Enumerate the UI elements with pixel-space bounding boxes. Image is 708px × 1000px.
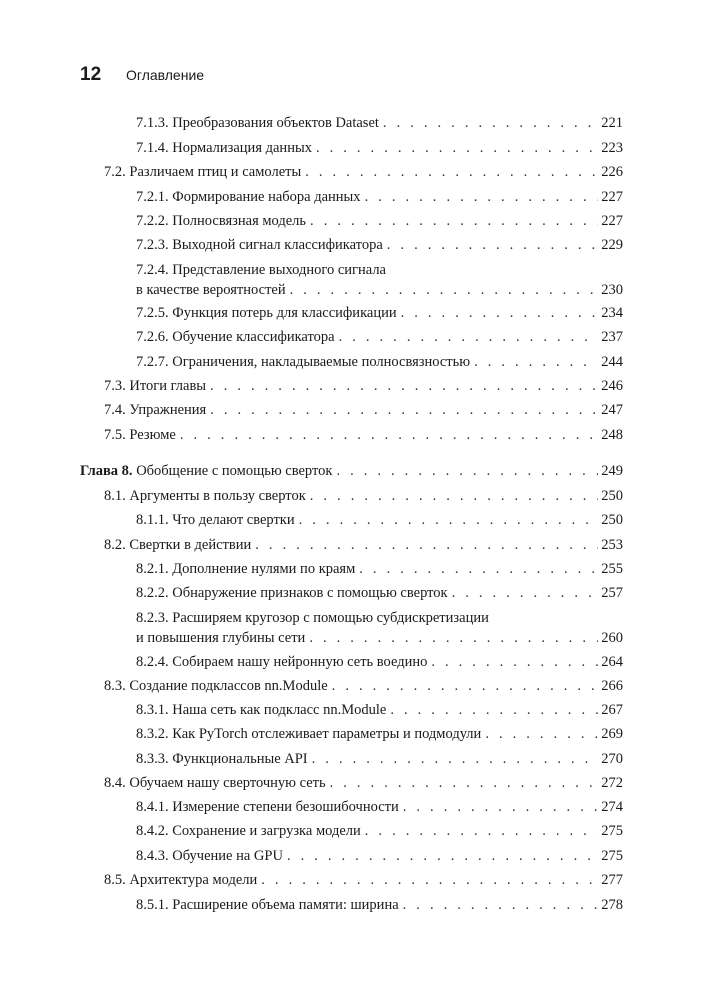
toc-page-number: 264: [601, 654, 623, 670]
dot-leader: [332, 677, 599, 695]
toc-page-number: 229: [601, 237, 623, 253]
dot-leader: [401, 304, 599, 322]
toc-entry[interactable]: [136, 212, 623, 230]
toc-entry[interactable]: [104, 677, 623, 695]
toc-entry-title: 8.2.1. Дополнение нулями по краям: [136, 561, 356, 577]
toc-entry[interactable]: [136, 584, 623, 602]
toc-entry-title: 7.3. Итоги главы: [104, 378, 207, 394]
toc-page-number: 227: [601, 213, 623, 229]
toc-page-number: 274: [601, 799, 623, 815]
toc-entry-title: 8.3.2. Как PyTorch отслеживает параметры и подмодули: [136, 726, 482, 742]
toc-page-number: 278: [601, 897, 623, 913]
dot-leader: [305, 163, 598, 181]
toc-entry[interactable]: [136, 653, 623, 671]
dot-leader: [365, 822, 598, 840]
dot-leader: [330, 774, 599, 792]
toc-entry-title: в качестве вероятностей: [136, 282, 286, 298]
dot-leader: [287, 847, 598, 865]
dot-leader: [299, 511, 599, 529]
toc-entry[interactable]: [136, 725, 623, 743]
toc-page-number: 230: [601, 282, 623, 298]
dot-leader: [431, 653, 598, 671]
toc-entry[interactable]: [104, 377, 623, 395]
toc-entry[interactable]: [136, 701, 623, 719]
toc-entry[interactable]: [104, 871, 623, 889]
toc-entry[interactable]: [136, 281, 623, 299]
toc-entry-title: [80, 462, 332, 480]
dot-leader: [403, 798, 599, 816]
toc-page-number: 270: [601, 751, 623, 767]
toc-chapter-entry[interactable]: [80, 462, 623, 480]
toc-entry[interactable]: [136, 511, 623, 529]
toc-entry-title: 7.2.6. Обучение классификатора: [136, 329, 335, 345]
toc-page-number: 246: [601, 378, 623, 394]
running-title: Оглавление: [126, 67, 205, 83]
toc-page-number: 226: [601, 164, 623, 180]
dot-leader: [310, 487, 599, 505]
toc-page-number: 250: [601, 488, 623, 504]
toc-entry-title: 7.1.4. Нормализация данных: [136, 140, 312, 156]
toc-entry-title-line1: 8.2.3. Расширяем кругозор с помощью субдискретизации: [136, 610, 489, 626]
toc-entry[interactable]: [136, 328, 623, 346]
toc-entry[interactable]: [136, 304, 623, 322]
toc-page-number: 257: [601, 585, 623, 601]
toc-page-number: 244: [601, 354, 623, 370]
toc-page-number: 255: [601, 561, 623, 577]
toc-page-number: 227: [601, 189, 623, 205]
toc-entry-title: 8.4. Обучаем нашу сверточную сеть: [104, 775, 326, 791]
toc-entry-title: 8.3.3. Функциональные API: [136, 751, 308, 767]
toc-entry-title: 7.2.3. Выходной сигнал классификатора: [136, 237, 383, 253]
toc-entry[interactable]: [136, 139, 623, 157]
toc-page-number: 267: [601, 702, 623, 718]
toc-entry-title: 8.1.1. Что делают свертки: [136, 512, 295, 528]
toc-entry-title: 8.4.3. Обучение на GPU: [136, 848, 283, 864]
dot-leader: [312, 750, 599, 768]
toc-entry-title: 8.3.1. Наша сеть как подкласс nn.Module: [136, 702, 387, 718]
toc-page-number: 248: [601, 427, 623, 443]
toc-entry-title: 8.4.1. Измерение степени безошибочности: [136, 799, 399, 815]
dot-leader: [387, 236, 598, 254]
toc-page-number: 275: [601, 848, 623, 864]
dot-leader: [485, 725, 598, 743]
dot-leader: [474, 353, 598, 371]
dot-leader: [290, 281, 599, 299]
toc-entry-title: 7.2.1. Формирование набора данных: [136, 189, 361, 205]
toc-page-number: 221: [601, 115, 623, 131]
dot-leader: [316, 139, 598, 157]
toc-page-number: 275: [601, 823, 623, 839]
toc-page-number: 272: [601, 775, 623, 791]
toc-entry[interactable]: [104, 163, 623, 181]
toc-entry-title: 7.1.3. Преобразования объектов Dataset: [136, 115, 379, 131]
toc-entry-title: 7.4. Упражнения: [104, 402, 207, 418]
toc-entry-title: 8.5. Архитектура модели: [104, 872, 258, 888]
toc-entry[interactable]: [136, 847, 623, 865]
chapter-title: Обобщение с помощью сверток: [136, 463, 333, 479]
dot-leader: [383, 114, 598, 132]
dot-leader: [210, 401, 598, 419]
toc-entry[interactable]: [136, 236, 623, 254]
toc-page-number: 266: [601, 678, 623, 694]
toc-entry-title: 7.2.5. Функция потерь для классификации: [136, 305, 397, 321]
dot-leader: [180, 426, 598, 444]
dot-leader: [403, 896, 599, 914]
toc-entry-title: 8.2.2. Обнаружение признаков с помощью сверток: [136, 585, 448, 601]
dot-leader: [359, 560, 598, 578]
toc-entry-title: 8.3. Создание подклассов nn.Module: [104, 678, 328, 694]
toc-page-number: 250: [601, 512, 623, 528]
page-number: 12: [80, 64, 102, 85]
toc-entry-title: 8.1. Аргументы в пользу сверток: [104, 488, 306, 504]
toc-page-number: 249: [601, 463, 623, 479]
toc-entry-title: и повышения глубины сети: [136, 630, 306, 646]
toc-entry[interactable]: [136, 114, 623, 132]
dot-leader: [309, 629, 598, 647]
toc-page-number: 223: [601, 140, 623, 156]
toc-entry[interactable]: [104, 401, 623, 419]
dot-leader: [261, 871, 598, 889]
toc-page-number: 234: [601, 305, 623, 321]
dot-leader: [310, 212, 598, 230]
toc-entry-title: 8.4.2. Сохранение и загрузка модели: [136, 823, 361, 839]
dot-leader: [210, 377, 598, 395]
page-header: [80, 64, 204, 86]
toc-entry-title: 7.2.2. Полносвязная модель: [136, 213, 307, 229]
toc-entry[interactable]: [136, 896, 623, 914]
toc-entry[interactable]: [136, 188, 623, 206]
dot-leader: [365, 188, 599, 206]
toc-entry[interactable]: [104, 536, 623, 554]
toc-page-number: 237: [601, 329, 623, 345]
toc-entry-title: 8.2.4. Собираем нашу нейронную сеть воедино: [136, 654, 428, 670]
toc-page-number: 277: [601, 872, 623, 888]
toc-page-number: 247: [601, 402, 623, 418]
toc-page-number: 253: [601, 537, 623, 553]
dot-leader: [390, 701, 598, 719]
dot-leader: [339, 328, 599, 346]
toc-entry[interactable]: [104, 426, 623, 444]
toc-entry[interactable]: [136, 798, 623, 816]
toc-page-number: 260: [601, 630, 623, 646]
toc-entry-title-line1: 7.2.4. Представление выходного сигнала: [136, 262, 386, 278]
dot-leader: [255, 536, 598, 554]
toc-entry[interactable]: [136, 629, 623, 647]
toc-entry-title: 7.2.7. Ограничения, накладываемые полносвязностью: [136, 354, 471, 370]
dot-leader: [336, 462, 598, 480]
toc-entry-title: 7.5. Резюме: [104, 427, 176, 443]
chapter-label: Глава 8.: [80, 463, 133, 479]
toc-entry[interactable]: [136, 822, 623, 840]
toc-entry[interactable]: [104, 487, 623, 505]
toc-entry-title: 8.2. Свертки в действии: [104, 537, 252, 553]
toc-entry-title: 7.2. Различаем птиц и самолеты: [104, 164, 302, 180]
toc-entry[interactable]: [136, 353, 623, 371]
dot-leader: [452, 584, 599, 602]
toc-entry-title: 8.5.1. Расширение объема памяти: ширина: [136, 897, 399, 913]
toc-entry[interactable]: [104, 774, 623, 792]
toc-page-number: 269: [601, 726, 623, 742]
toc-entry[interactable]: [136, 750, 623, 768]
toc-entry[interactable]: [136, 560, 623, 578]
